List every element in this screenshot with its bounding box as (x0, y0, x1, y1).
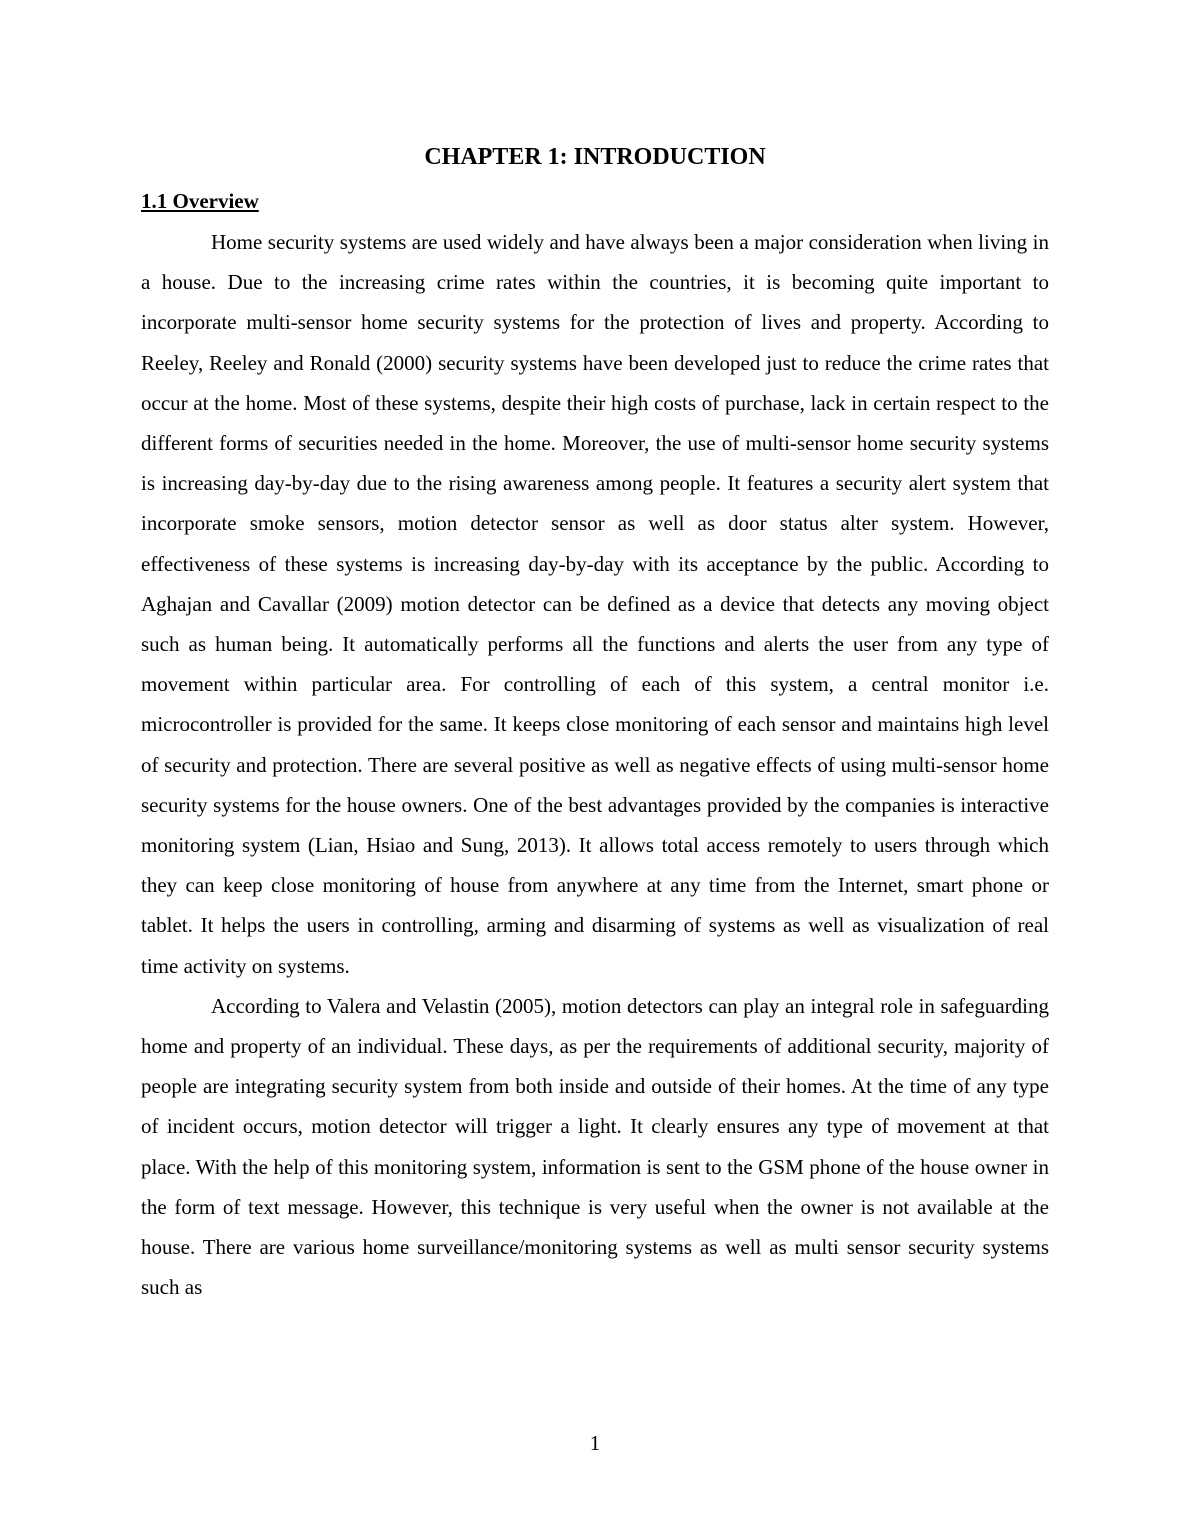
paragraph: According to Valera and Velastin (2005), motion detectors can play an integral role in safeguarding home and property of an individual. These days, as per the requirements of additional security, majority of people are integrating security system from both inside and outside of their homes. At the time of any type of incident occurs, motion detector will trigger a light. It clearly ensures any type of movement at that place. With the help of this monitoring system, information is sent to the GSM phone of the house owner in the form of text message. However, this technique is very useful when the owner is not available at the house. There are various home surveillance/monitoring systems as well as multi sensor security systems such as (141, 993, 1049, 1300)
page-number: 1 (589, 1431, 601, 1455)
section-heading: 1.1 Overview (141, 189, 259, 213)
chapter-title: CHAPTER 1: INTRODUCTION (424, 144, 766, 170)
paragraph: Home security systems are used widely and have always been a major consideration when living in a house. Due to the increasing crime rates within the countries, it is becoming quite important to incorporate multi-sensor home security systems for the protection of lives and property. According to Reeley, Reeley and Ronald (2000) security systems have been developed just to reduce the crime rates that occur at the home. Most of these systems, despite their high costs of purchase, lack in certain respect to the different forms of securities needed in the home. Moreover, the use of multi-sensor home security systems is increasing day-by-day due to the rising awareness among people. It features a security alert system that incorporate smoke sensors, motion detector sensor as well as door status alter system. However, effectiveness of these systems is increasing day-by-day with its acceptance by the public. According to Aghajan and Cavallar (2009) motion detector can be defined as a device that detects any moving object such as human being. It automatically performs all the functions and alerts the user from any type of movement within particular area. For controlling of each of this system, a central monitor i.e. microcontroller is provided for the same. It keeps close monitoring of each sensor and maintains high level of security and protection. There are several positive as well as negative effects of using multi-sensor home security systems for the house owners. One of the best advantages provided by the companies is interactive monitoring system (Lian, Hsiao and Sung, 2013). It allows total access remotely to users through which they can keep close monitoring of house from anywhere at any time from the Internet, smart phone or tablet. It helps the users in controlling, arming and disarming of systems as well as visualization of real time activity on systems. (141, 230, 1049, 978)
body-text (141, 222, 1049, 1307)
